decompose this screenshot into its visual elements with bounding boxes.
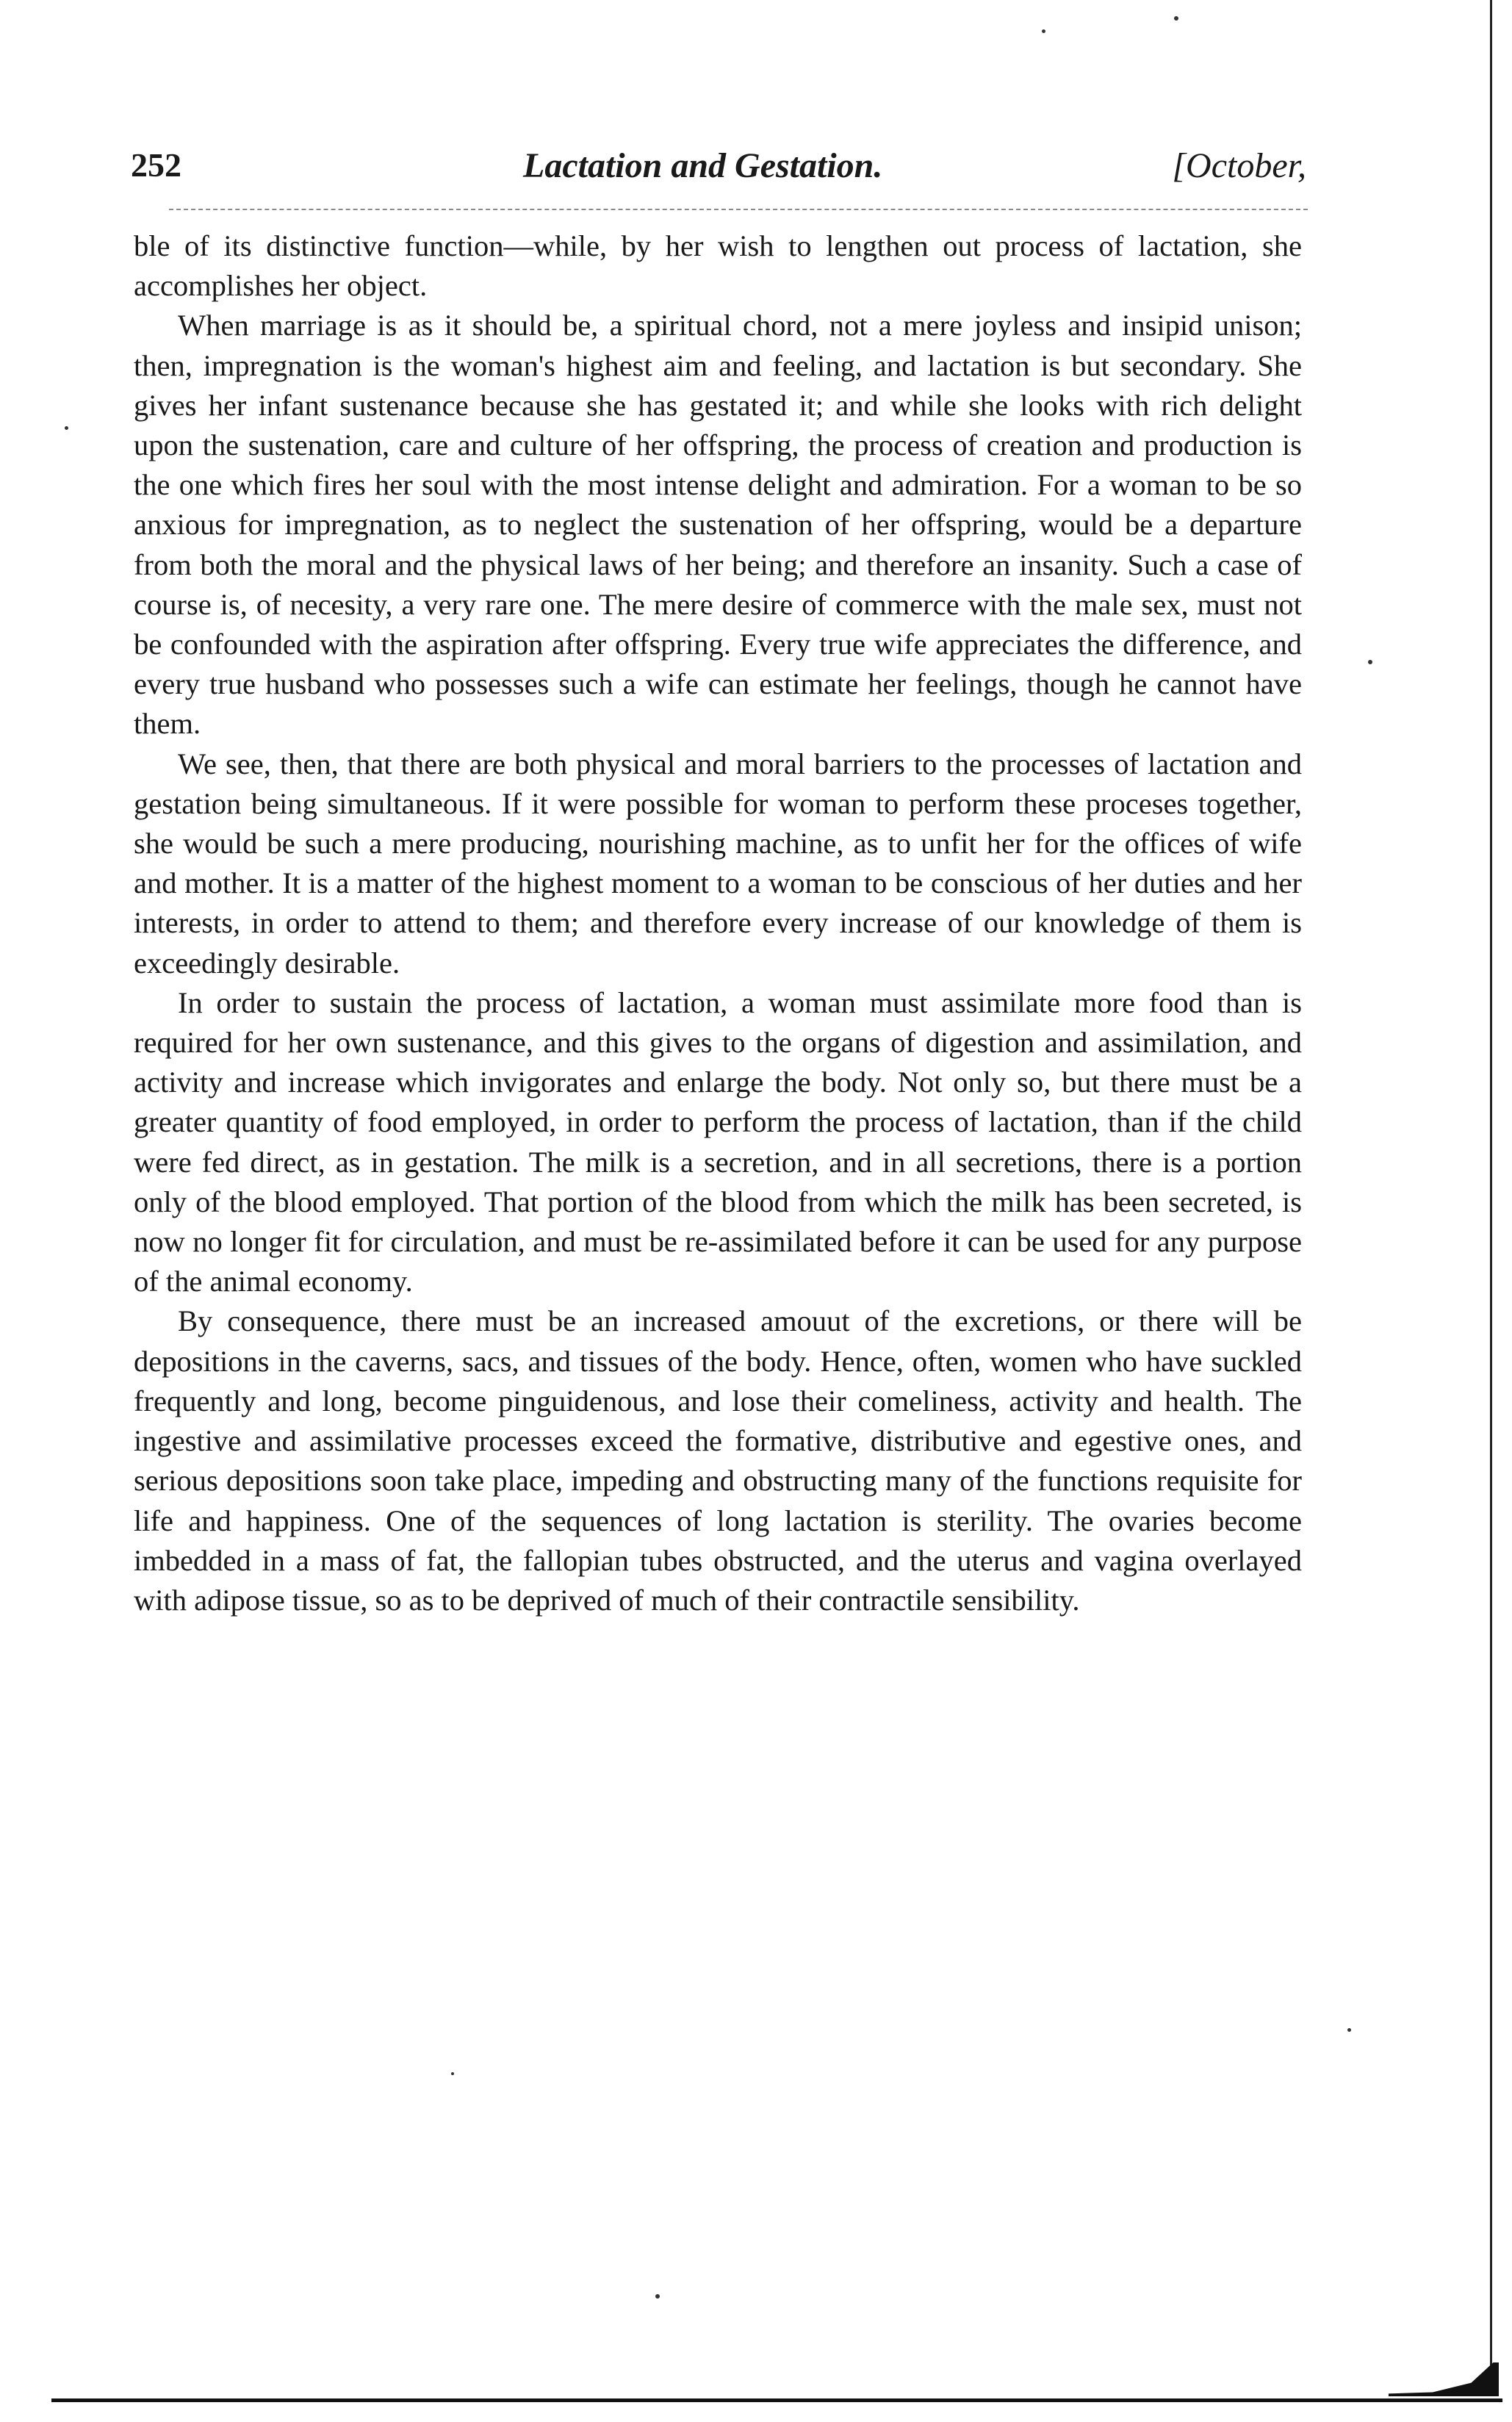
running-title: Lactation and Gestation. [523, 146, 883, 185]
running-month: [October, [1172, 146, 1306, 185]
ink-speck [1174, 16, 1178, 21]
running-header [131, 131, 1306, 190]
page-edge-flare [1389, 2362, 1499, 2396]
paragraph-sustain-lactation: In order to sustain the process of lactation, a woman must assimilate more food than is required for her own sustenance, and this gives to the organs of digestion and assimilation, and activity and increase which invigorates and enlarge the body. Not only so, but there must be a greater quantity of food employed, in order to perform the process of lactation, than if the child were fed direct, as in gestation. The milk is a secretion, and in all secretions, there is a portion only of the blood employed. That portion of the blood from which the milk has been secreted, is now no longer fit for circulation, and must be re-assimilated before it can be used for any purpose of the animal economy. [134, 985, 1302, 1298]
header-rule [169, 209, 1308, 210]
ink-speck [65, 426, 68, 430]
ink-speck [1368, 660, 1372, 664]
paragraph-barriers: We see, then, that there are both physical and moral barriers to the processes of lactation and gestation being simultaneous. If it were possible for woman to perform these proceses together, she would be such a mere producing, nourishing machine, as to unfit her for the offices of wife and mother. It is a matter of the highest moment to a woman to be conscious of her duties and her interests, in order to attend to them; and therefore every increase of our knowledge of them is exceedingly desirable. [134, 747, 1302, 980]
ink-speck [1347, 2028, 1351, 2032]
body-text [134, 226, 1302, 1620]
page-edge-line [1490, 0, 1492, 2396]
paragraph-marriage: When marriage is as it should be, a spiritual chord, not a mere joyless and insipid unison; then, impregnation is the woman's highest aim and feeling, and lactation is but secondary. She gives her infant sustenance because she has gestated it; and while she looks with rich delight upon the sustenation, care and culture of her offspring, the process of creation and production is the one which fires her soul with the most intense delight and admiration. For a woman to be so anxious for impregnation, as to neglect the sustenation of her offspring, would be a departure from both the moral and the physical laws of her being; and therefore an insanity. Such a case of course is, of necesity, a very rare one. The mere desire of commerce with the male sex, must not be confounded with the aspiration after offspring. Every true wife appreciates the difference, and every true husband who possesses such a wife can estimate her feelings, though he cannot have them. [134, 309, 1302, 741]
paragraph-consequence: By consequence, there must be an increased amouut of the excretions, or there will be depositions in the caverns, sacs, and tissues of the body. Hence, often, women who have suckled frequently and long, become pinguidenous, and lose their comeliness, activity and health. The ingestive and assimilative processes exceed the formative, distributive and egestive ones, and serious depositions soon take place, impeding and obstructing many of the functions requisite for life and happiness. One of the sequences of long lactation is sterility. The ovaries become imbedded in a mass of fat, the fallopian tubes obstructed, and the uterus and vagina overlayed with adipose tissue, so as to be deprived of much of their contractile sensibility. [134, 1304, 1302, 1617]
ink-speck [451, 2072, 454, 2075]
ink-speck [1042, 29, 1045, 33]
bottom-edge-line [51, 2398, 1502, 2402]
ink-speck [655, 2294, 660, 2299]
page-number: 252 [131, 146, 181, 184]
paragraph-continuation: ble of its distinctive function—while, by her wish to lengthen out process of lactation, she accomplishes her object. [134, 229, 1302, 303]
